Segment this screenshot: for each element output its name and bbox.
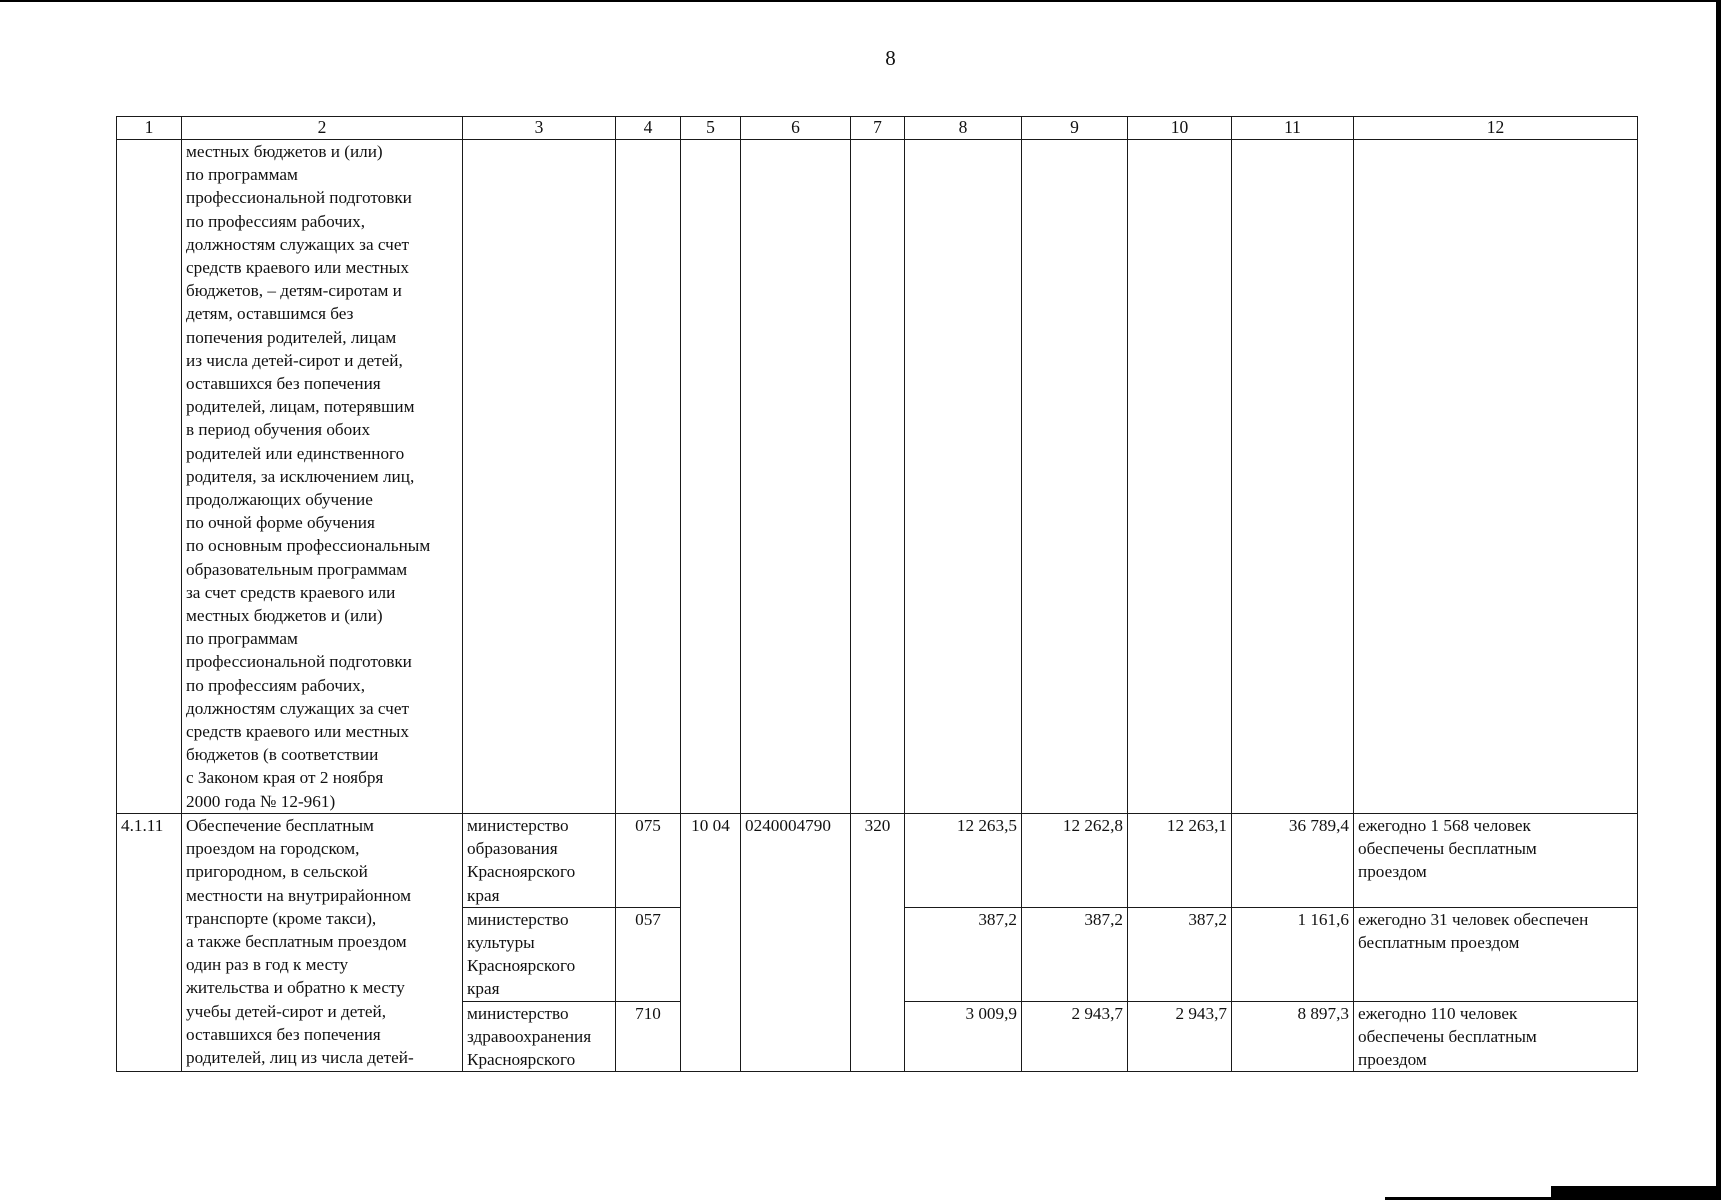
col-header: 1 bbox=[117, 117, 182, 140]
col-header: 7 bbox=[851, 117, 905, 140]
col-header: 12 bbox=[1354, 117, 1638, 140]
year3-cell: 387,2 bbox=[1128, 907, 1232, 1001]
executor-cell: министерство культуры Красноярского края bbox=[463, 907, 616, 1001]
row-number-cell bbox=[117, 140, 182, 814]
grbs-cell: 057 bbox=[616, 907, 681, 1001]
scan-edge-bottom bbox=[1551, 1186, 1721, 1200]
col-header: 11 bbox=[1232, 117, 1354, 140]
year2-cell: 387,2 bbox=[1022, 907, 1128, 1001]
year1-cell: 12 263,5 bbox=[905, 813, 1022, 907]
total-cell: 36 789,4 bbox=[1232, 813, 1354, 907]
continuation-row bbox=[117, 140, 1638, 814]
col-header: 5 bbox=[681, 117, 741, 140]
col-header: 10 bbox=[1128, 117, 1232, 140]
executor-cell: министерство здравоохранения Красноярского bbox=[463, 1001, 616, 1072]
col-header: 8 bbox=[905, 117, 1022, 140]
page-number: 8 bbox=[885, 46, 896, 70]
year3-cell: 12 263,1 bbox=[1128, 813, 1232, 907]
year3-cell: 2 943,7 bbox=[1128, 1001, 1232, 1072]
year1-cell: 3 009,9 bbox=[905, 1001, 1022, 1072]
program-table bbox=[116, 116, 1638, 1072]
col-header: 6 bbox=[741, 117, 851, 140]
year2-cell: 2 943,7 bbox=[1022, 1001, 1128, 1072]
item-description: Обеспечение бесплатным проездом на городском, пригородном, в сельской местности на внутрирайонном транспорте (кроме такси), а также бесплатным проездом один раз в год к месту жительства и обратно к месту учебы детей-сирот и детей, оставшихся без попечения родителей, лиц из числа детей- bbox=[182, 813, 463, 1071]
table-row bbox=[117, 813, 1638, 907]
year2-cell: 12 262,8 bbox=[1022, 813, 1128, 907]
header-row bbox=[117, 117, 1638, 140]
total-cell: 8 897,3 bbox=[1232, 1001, 1354, 1072]
scan-edge-right bbox=[1716, 0, 1721, 1200]
result-cell: ежегодно 1 568 человек обеспечены бесплатным проездом bbox=[1354, 813, 1638, 907]
grbs-cell: 075 bbox=[616, 813, 681, 907]
col-header: 9 bbox=[1022, 117, 1128, 140]
col-header: 4 bbox=[616, 117, 681, 140]
result-cell: ежегодно 110 человек обеспечены бесплатным проездом bbox=[1354, 1001, 1638, 1072]
item-number: 4.1.11 bbox=[117, 813, 182, 1071]
section-cell: 10 04 bbox=[681, 813, 741, 1071]
expense-type-cell: 320 bbox=[851, 813, 905, 1071]
executor-cell: министерство образования Красноярского края bbox=[463, 813, 616, 907]
scan-edge-top bbox=[0, 0, 1721, 2]
result-cell: ежегодно 31 человек обеспечен бесплатным проездом bbox=[1354, 907, 1638, 1001]
grbs-cell: 710 bbox=[616, 1001, 681, 1072]
col-header: 3 bbox=[463, 117, 616, 140]
target-code-cell: 0240004790 bbox=[741, 813, 851, 1071]
col-header: 2 bbox=[182, 117, 463, 140]
year1-cell: 387,2 bbox=[905, 907, 1022, 1001]
total-cell: 1 161,6 bbox=[1232, 907, 1354, 1001]
continuation-description: местных бюджетов и (или) по программам профессиональной подготовки по профессиям рабочих, должностям служащих за счет средств краевого или местных бюджетов, – детям-сиротам и детям, оставшимся без попечения родителей, лицам из числа детей-сирот и детей, оставшихся без попечения родителей, лицам, потерявшим в период обучения обоих родителей или единственного родителя, за исключением лиц, продолжающих обучение по очной форме обучения по основным профессиональным образовательным программам за счет средств краевого или местных бюджетов и (или) по программам профессиональной подготовки по профессиям рабочих, должностям служащих за счет средств краевого или местных бюджетов (в соответствии с Законом края от 2 ноября 2000 года № 12-961) bbox=[182, 140, 463, 814]
